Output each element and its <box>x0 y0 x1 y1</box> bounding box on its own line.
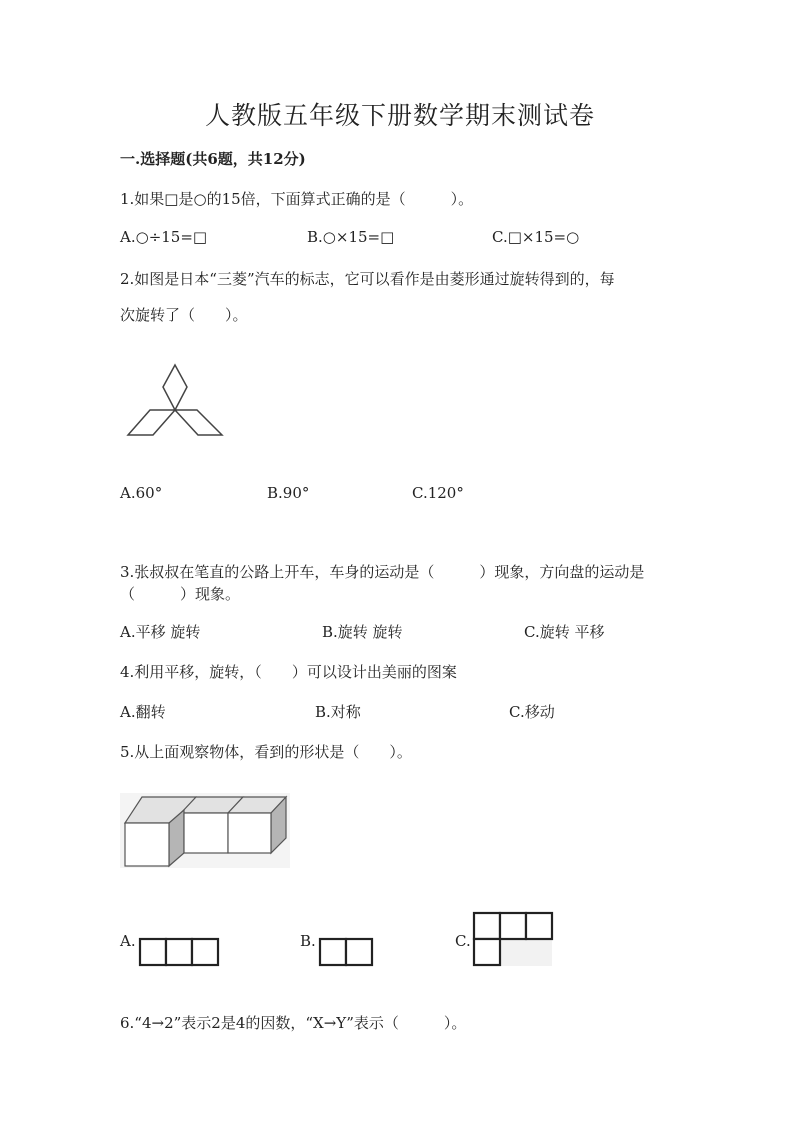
q1-option-c: C.□×15=○ <box>492 228 580 246</box>
q5-option-a: A. <box>120 932 136 950</box>
question-6: 6.“4→2”表示2是4的因数，“X→Y”表示（ ）。 <box>120 1014 467 1032</box>
q4-option-c: C.移动 <box>509 703 555 721</box>
question-3-line-2: （ ）现象。 <box>120 585 241 603</box>
q5-option-c: C. <box>455 932 471 950</box>
q4-option-a: A.翻转 <box>120 703 166 721</box>
q2-option-a: A.60° <box>120 484 163 502</box>
q2-option-b: B.90° <box>267 484 310 502</box>
q3-option-a: A.平移 旋转 <box>120 623 201 641</box>
option-c-square <box>500 913 526 939</box>
cube-front-face <box>125 823 169 866</box>
cube-front-face <box>184 813 228 853</box>
question-1: 1.如果□是○的15倍，下面算式正确的是（ ）。 <box>120 190 474 208</box>
q5-option-b: B. <box>300 932 316 950</box>
q3-option-b: B.旋转 旋转 <box>322 623 403 641</box>
option-c-square <box>474 913 500 939</box>
section-heading: 一.选择题(共6题，共12分) <box>120 150 306 168</box>
option-b-square <box>346 939 372 965</box>
question-5: 5.从上面观察物体，看到的形状是（ ）。 <box>120 743 412 761</box>
question-2-line-2: 次旋转了（ ）。 <box>120 306 248 324</box>
option-c-square <box>526 913 552 939</box>
cube-front-face <box>228 813 271 853</box>
q1-option-a: A.○÷15=□ <box>120 228 208 246</box>
q1-option-b: B.○×15=□ <box>307 228 395 246</box>
q2-option-c: C.120° <box>412 484 464 502</box>
q4-option-b: B.对称 <box>315 703 361 721</box>
question-4: 4.利用平移，旋转，（ ）可以设计出美丽的图案 <box>120 663 457 681</box>
option-c-square <box>474 939 500 965</box>
question-2-line-1: 2.如图是日本“三菱”汽车的标志，它可以看作是由菱形通过旋转得到的，每 <box>120 270 615 288</box>
option-a-square <box>140 939 166 965</box>
q3-option-c: C.旋转 平移 <box>524 623 605 641</box>
option-a-square <box>166 939 192 965</box>
question-3-line-1: 3.张叔叔在笔直的公路上开车，车身的运动是（ ）现象，方向盘的运动是 <box>120 563 645 581</box>
option-b-square <box>320 939 346 965</box>
option-a-square <box>192 939 218 965</box>
page-title: 人教版五年级下册数学期末测试卷 <box>204 101 595 130</box>
